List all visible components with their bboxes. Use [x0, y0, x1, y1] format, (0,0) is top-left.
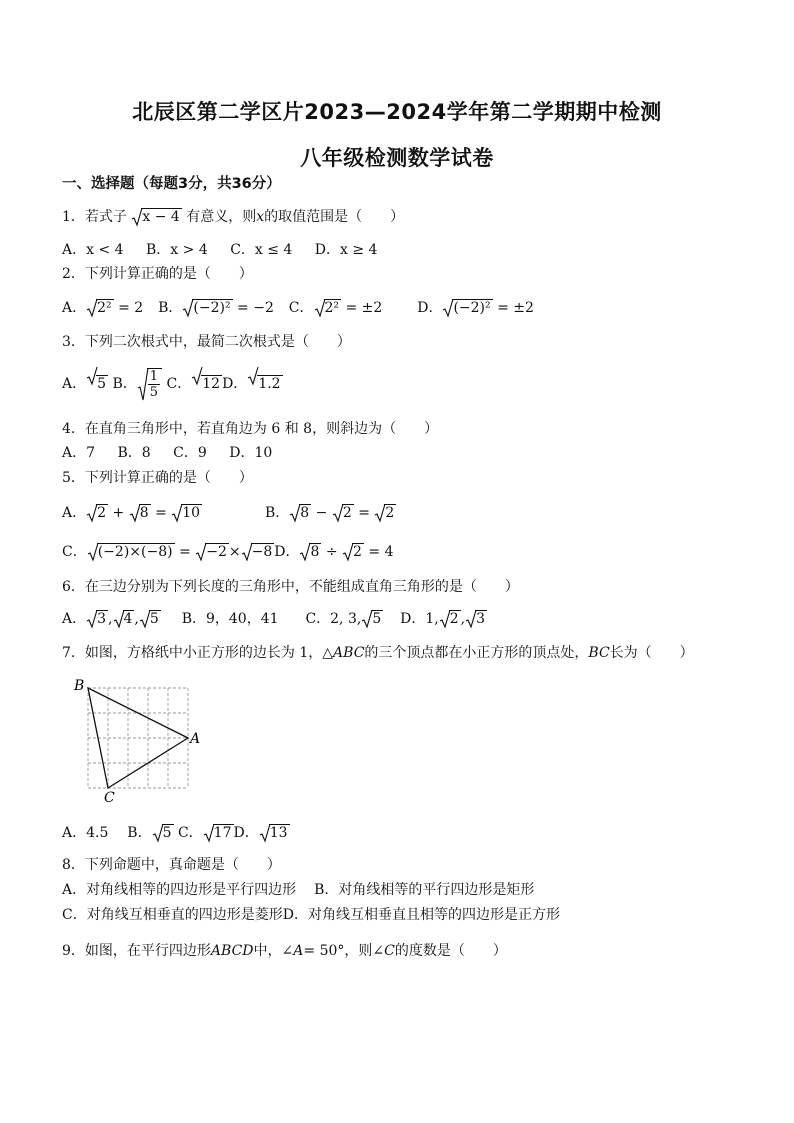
question-5-options-ab [62, 503, 396, 523]
question-5-options-cd [62, 542, 394, 562]
option-b[interactable]: B．对角线相等的平行四边形是矩形 [314, 882, 535, 898]
option-b[interactable]: B． 8 − 2 = 2 [264, 505, 395, 521]
option-b[interactable]: B． $\frac{1}{5}$ [113, 376, 163, 392]
vertex-label-c: C [104, 790, 115, 806]
option-d[interactable]: D．对角线互相垂直且相等的四边形是正方形 [282, 907, 560, 923]
option-c[interactable]: C．对角线互相垂直的四边形是菱形 [62, 907, 283, 923]
option-c[interactable]: C．x ≤ 4 [230, 242, 293, 258]
option-b[interactable]: B．8 [117, 445, 151, 461]
option-c[interactable]: C．2, 3, 5 [305, 611, 382, 627]
question-8: 8．下列命题中，真命题是（ ） [62, 857, 281, 873]
question-1: 1．若式子 x − 4 有意义，则x的取值范围是（ ） [62, 209, 405, 225]
sqrt-expression: x − 4 [131, 207, 181, 227]
option-d[interactable]: D．x ≥ 4 [314, 242, 378, 258]
option-a[interactable]: A． 5 [62, 376, 108, 392]
question-6-options [62, 609, 487, 629]
question-3: 3．下列二次根式中，最简二次根式是（ ） [62, 334, 351, 350]
question-8-options-cd [62, 905, 560, 925]
option-a[interactable]: A．对角线相等的四边形是平行四边形 [62, 882, 297, 898]
question-2: 2．下列计算正确的是（ ） [62, 266, 253, 282]
option-a[interactable]: A． 2² = 2 [62, 300, 144, 316]
question-8-options-ab [62, 880, 534, 900]
option-d[interactable]: D．10 [229, 445, 273, 461]
section-heading: 一、选择题（每题3分，共36分） [62, 176, 281, 192]
question-4-options [62, 443, 272, 463]
option-d[interactable]: D． (−2)² = ±2 [417, 300, 534, 316]
question-7: 7．如图，方格纸中小正方形的边长为 1，△ABC的三个顶点都在小正方形的顶点处，BC长为（ ） [62, 645, 694, 661]
option-d[interactable]: D． 13 [233, 825, 288, 841]
option-c[interactable]: C． (−2)×(−8) = −2 × −8 [62, 544, 273, 560]
option-d[interactable]: D． 1.2 [222, 376, 283, 392]
exam-subtitle: 八年级检测数学试卷 [300, 146, 494, 170]
question-5: 5．下列计算正确的是（ ） [62, 470, 253, 486]
exam-title: 北辰区第二学区片2023—2024学年第二学期期中检测 [132, 100, 662, 124]
option-b[interactable]: B． (−2)² = −2 [158, 300, 274, 316]
option-c[interactable]: C． 12 [167, 376, 223, 392]
option-a[interactable]: A．x < 4 [62, 242, 124, 258]
question-6: 6．在三边分别为下列长度的三角形中，不能组成直角三角形的是（ ） [62, 579, 519, 595]
vertex-label-b: B [74, 678, 85, 694]
option-a[interactable]: A． 2 + 8 = 10 [62, 505, 201, 521]
option-b[interactable]: B．x > 4 [146, 242, 208, 258]
option-b[interactable]: B． 5 [127, 825, 172, 841]
option-b[interactable]: B．9，40，41 [181, 611, 279, 627]
question-3-options [62, 366, 283, 402]
question-9: 9．如图，在平行四边形ABCD中，∠A= 50°，则∠C的度数是（ ） [62, 943, 507, 959]
option-a[interactable]: A．7 [62, 445, 96, 461]
option-c[interactable]: C．9 [173, 445, 207, 461]
vertex-label-a: A [190, 731, 201, 747]
grid-triangle-figure [70, 676, 210, 808]
option-a[interactable]: A．4.5 [62, 825, 109, 841]
option-d[interactable]: D． 8 ÷ 2 = 4 [274, 544, 394, 560]
option-a[interactable]: A． 3 , 4 , 5 [62, 611, 159, 627]
question-4: 4．在直角三角形中，若直角边为 6 和 8，则斜边为（ ） [62, 421, 439, 437]
option-d[interactable]: D．1, 2 , 3 [400, 611, 486, 627]
question-7-options [62, 823, 290, 843]
question-2-options [62, 298, 534, 318]
option-c[interactable]: C． 17 [177, 825, 232, 841]
option-c[interactable]: C． 2² = ±2 [288, 300, 383, 316]
question-1-options [62, 240, 377, 260]
